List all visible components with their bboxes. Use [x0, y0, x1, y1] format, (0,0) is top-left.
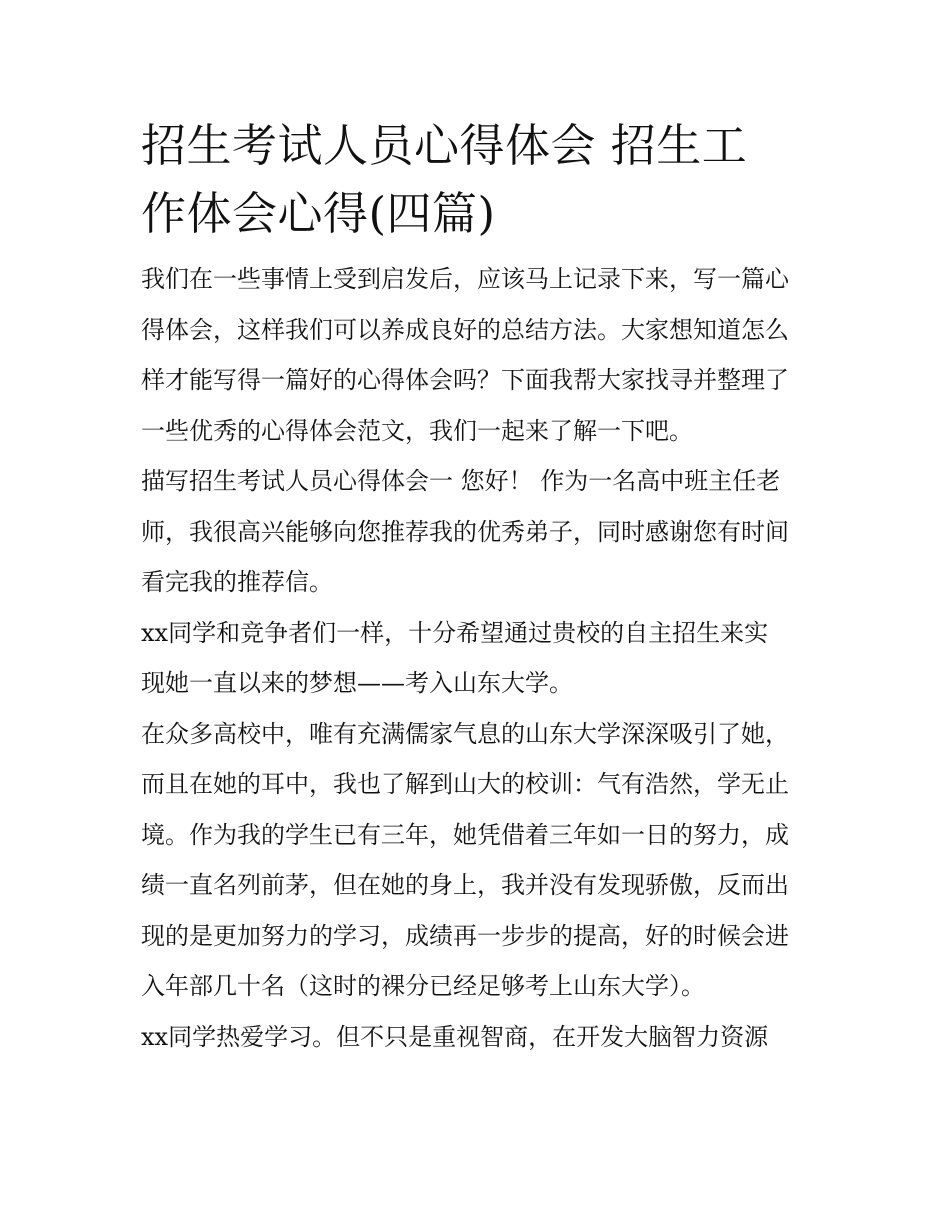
document-body	[141, 112, 813, 1062]
paragraph-recommendation-opening: 描写招生考试人员心得体会一 您好！ 作为一名高中班主任老 师，我很高兴能够向您推荐我的优秀弟子，同时感谢您有时间 看完我的推荐信。	[141, 467, 789, 596]
paragraph-student-performance: 在众多高校中，唯有充满儒家气息的山东大学深深吸引了她， 而且在她的耳中，我也了解到山大的校训：气有浩然，学无止 境。作为我的学生已有三年，她凭借着三年如一日的努力，成 绩一直名列前茅，但在她的身上，我并没有发现骄傲，反而出 现的是更加努力的学习，成绩再一步步的提高，好的时候会进 入年部几十名（这时的裸分已经足够考上山东大学）。	[141, 719, 789, 1000]
document-title: 招生考试人员心得体会 招生工 作体会心得(四篇)	[141, 119, 748, 240]
paragraph-student-study: xx同学热爱学习。但不只是重视智商，在开发大脑智力资源	[141, 1022, 769, 1051]
paragraph-intro: 我们在一些事情上受到启发后，应该马上记录下来，写一篇心 得体会，这样我们可以养成良好的总结方法。大家想知道怎么 样才能写得一篇好的心得体会吗？下面我帮大家找寻并整理了 一些优秀的心得体会范文，我们一起来了解一下吧。	[141, 265, 789, 445]
paragraph-student-goal: xx同学和竞争者们一样，十分希望通过贵校的自主招生来实 现她一直以来的梦想——考入山东大学。	[141, 618, 769, 697]
